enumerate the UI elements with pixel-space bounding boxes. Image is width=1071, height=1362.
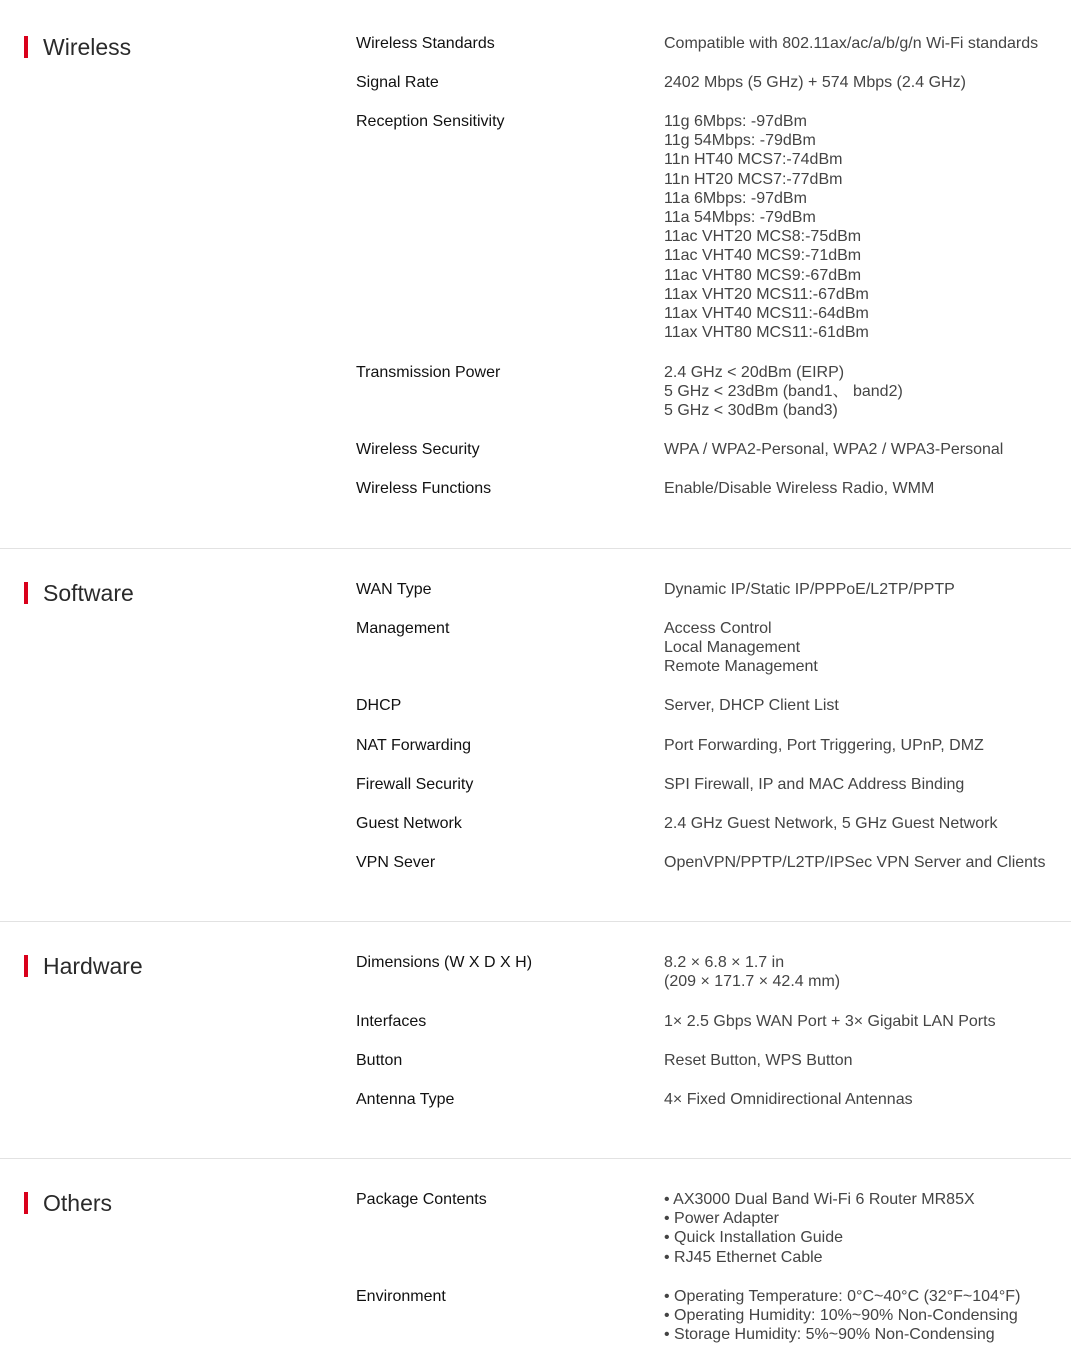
spec-value-line: 1× 2.5 Gbps WAN Port + 3× Gigabit LAN Ports	[664, 1013, 996, 1030]
spec-value-line: 4× Fixed Omnidirectional Antennas	[664, 1091, 913, 1108]
spec-value-line: Dynamic IP/Static IP/PPPoE/L2TP/PPTP	[664, 581, 955, 598]
spec-value-line: 11ax VHT80 MCS11:-61dBm	[664, 324, 869, 342]
spec-value-line: Remote Management	[664, 658, 818, 676]
spec-value-line: 2402 Mbps (5 GHz) + 574 Mbps (2.4 GHz)	[664, 74, 966, 91]
spec-value-line: 11a 6Mbps: -97dBm	[664, 189, 807, 207]
spec-value-line: Server, DHCP Client List	[664, 697, 839, 714]
spec-value-line: • Storage Humidity: 5%~90% Non-Condensing	[664, 1326, 995, 1344]
spec-label: Dimensions (W X D X H)	[356, 954, 533, 971]
spec-value-line: 2.4 GHz < 20dBm (EIRP)	[664, 364, 845, 381]
spec-value-line: Access Control	[664, 620, 772, 637]
section-title: Hardware	[24, 955, 143, 977]
spec-label: Management	[356, 620, 450, 637]
spec-value	[664, 696, 1064, 715]
section-title: Software	[24, 582, 134, 604]
spec-value-line: Reset Button, WPS Button	[664, 1052, 853, 1069]
spec-value-line: (209 × 171.7 × 42.4 mm)	[664, 973, 841, 991]
spec-value-line: 11ax VHT40 MCS11:-64dBm	[664, 305, 869, 323]
spec-label: Wireless Security	[356, 441, 480, 458]
spec-value	[664, 853, 1064, 872]
spec-value	[664, 775, 1064, 794]
section-title: Wireless	[24, 36, 131, 58]
spec-value-line: 5 GHz < 23dBm (band1、 band2)	[664, 383, 903, 401]
spec-value-line: WPA / WPA2-Personal, WPA2 / WPA3-Personal	[664, 441, 1004, 458]
spec-label: Interfaces	[356, 1013, 427, 1030]
spec-value	[664, 440, 1064, 459]
spec-label: Transmission Power	[356, 364, 501, 381]
spec-value-line: 11a 54Mbps: -79dBm	[664, 209, 816, 227]
spec-value	[664, 34, 1064, 53]
spec-value-line: 11g 54Mbps: -79dBm	[664, 132, 816, 150]
spec-value-line: 11g 6Mbps: -97dBm	[664, 113, 807, 130]
spec-label: Button	[356, 1052, 403, 1069]
spec-value	[664, 1287, 1064, 1345]
spec-value	[664, 1012, 1064, 1031]
spec-value-line: 11n HT20 MCS7:-77dBm	[664, 170, 843, 188]
spec-label: DHCP	[356, 697, 402, 714]
spec-label: Guest Network	[356, 815, 462, 832]
spec-label: Wireless Standards	[356, 35, 495, 52]
section-hardware	[0, 922, 1071, 1159]
spec-value-line: 11ac VHT80 MCS9:-67dBm	[664, 266, 862, 284]
spec-value-line: • RJ45 Ethernet Cable	[664, 1248, 823, 1266]
section-software	[0, 549, 1071, 922]
spec-value	[664, 112, 1064, 342]
spec-value-line: 11n HT40 MCS7:-74dBm	[664, 151, 843, 169]
spec-value	[664, 363, 1064, 421]
spec-label: Environment	[356, 1288, 446, 1305]
spec-value-line: • Operating Temperature: 0°C~40°C (32°F~104°F)	[664, 1288, 1021, 1305]
spec-label: WAN Type	[356, 581, 432, 598]
spec-value-line: • Operating Humidity: 10%~90% Non-Condensing	[664, 1307, 1018, 1325]
spec-value	[664, 1190, 1064, 1267]
spec-value-line: 8.2 × 6.8 × 1.7 in	[664, 954, 785, 971]
spec-value-line: Enable/Disable Wireless Radio, WMM	[664, 480, 935, 497]
spec-value	[664, 619, 1064, 677]
spec-value-line: OpenVPN/PPTP/L2TP/IPSec VPN Server and Clients	[664, 854, 1046, 871]
spec-value-line: • Power Adapter	[664, 1210, 779, 1228]
spec-value-line: 2.4 GHz Guest Network, 5 GHz Guest Network	[664, 815, 998, 832]
spec-value-line: 5 GHz < 30dBm (band3)	[664, 402, 838, 420]
spec-value-line: Compatible with 802.11ax/ac/a/b/g/n Wi-Fi standards	[664, 35, 1039, 52]
spec-label: VPN Sever	[356, 854, 436, 871]
spec-value-line: Port Forwarding, Port Triggering, UPnP, DMZ	[664, 737, 984, 754]
spec-value-line: 11ax VHT20 MCS11:-67dBm	[664, 285, 869, 303]
spec-value	[664, 1051, 1064, 1070]
spec-value	[664, 953, 1064, 991]
section-title: Others	[24, 1192, 112, 1214]
spec-value-line: • AX3000 Dual Band Wi-Fi 6 Router MR85X	[664, 1191, 975, 1208]
spec-label: Wireless Functions	[356, 480, 492, 497]
spec-label: NAT Forwarding	[356, 737, 471, 754]
spec-value-line: 11ac VHT40 MCS9:-71dBm	[664, 247, 862, 265]
spec-value	[664, 814, 1064, 833]
spec-value-line: 11ac VHT20 MCS8:-75dBm	[664, 228, 862, 246]
spec-value-line: Local Management	[664, 639, 801, 657]
spec-label: Reception Sensitivity	[356, 113, 505, 130]
section-others	[0, 1159, 1071, 1362]
spec-value	[664, 479, 1064, 498]
spec-label: Package Contents	[356, 1191, 487, 1208]
spec-value	[664, 736, 1064, 755]
section-wireless	[0, 0, 1071, 549]
spec-value-line: SPI Firewall, IP and MAC Address Binding	[664, 776, 965, 793]
spec-label: Firewall Security	[356, 776, 474, 793]
spec-label: Signal Rate	[356, 74, 439, 91]
spec-value	[664, 1090, 1064, 1109]
spec-value	[664, 580, 1064, 599]
spec-value-line: • Quick Installation Guide	[664, 1229, 844, 1247]
spec-label: Antenna Type	[356, 1091, 455, 1108]
spec-value	[664, 73, 1064, 92]
